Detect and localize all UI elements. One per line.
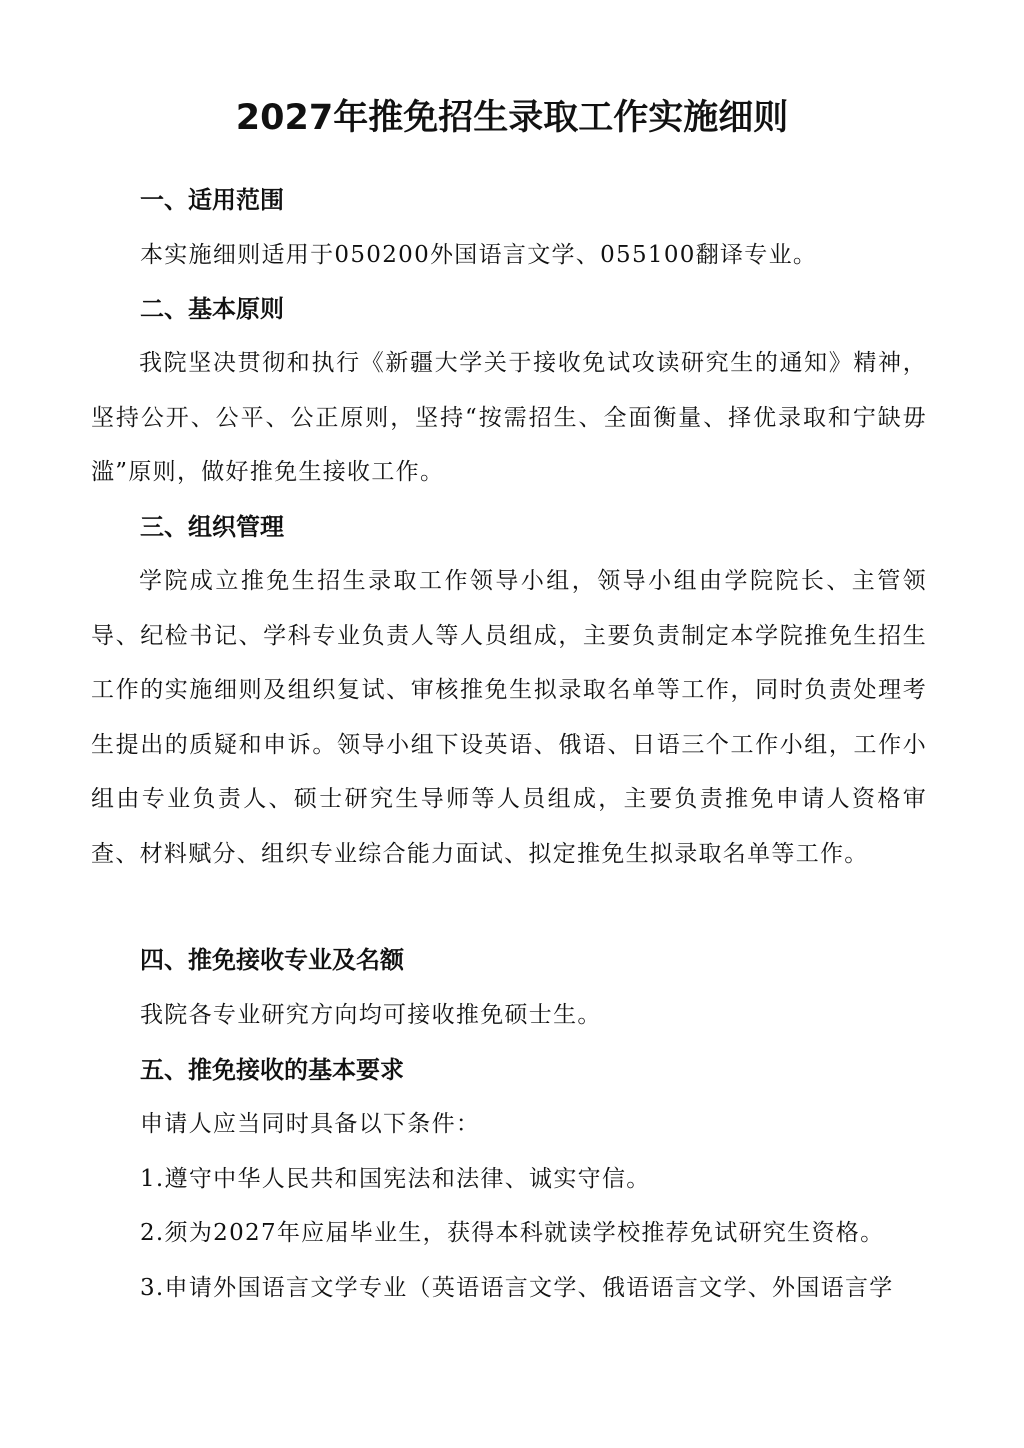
requirement-item: 3.申请外国语言文学专业（英语语言文学、俄语语言文学、外国语言学: [140, 1275, 894, 1301]
requirements-intro: 申请人应当同时具备以下条件：: [140, 1111, 481, 1137]
requirement-item: 1.遵守中华人民共和国宪法和法律、诚实守信。: [140, 1166, 651, 1192]
section-body-organization: 学院成立推免生招生录取工作领导小组，领导小组由学院院长、主管领导、纪检书记、学科专业负责人等人员组成，主要负责制定本学院推免生招生工作的实施细则及组织复试、审核推免生拟录取名单等工作，同时负责处理考生提出的质疑和申诉。领导小组下设英语、俄语、日语三个工作小组，工作小组由专业负责人、硕士研究生导师等人员组成，主要负责推免申请人资格审查、材料赋分、组织专业综合能力面试、拟定推免生拟录取名单等工作。: [91, 568, 927, 867]
section-body-principles: 我院坚决贯彻和执行《新疆大学关于接收免试攻读研究生的通知》精神，坚持公开、公平、公正原则，坚持“按需招生、全面衡量、择优录取和宁缺毋滥”原则，做好推免生接收工作。: [91, 350, 927, 485]
requirement-item: 2.须为2027年应届毕业生，获得本科就读学校推荐免试研究生资格。: [140, 1220, 885, 1246]
document-title: 2027年推免招生录取工作实施细则: [235, 98, 789, 138]
section-heading-scope: 一、适用范围: [140, 186, 284, 214]
section-heading-requirements: 五、推免接收的基本要求: [140, 1056, 404, 1084]
section-heading-principles: 二、基本原则: [140, 295, 284, 323]
section-heading-majors-quota: 四、推免接收专业及名额: [140, 946, 404, 974]
section-body-scope: 本实施细则适用于050200外国语言文学、055100翻译专业。: [140, 242, 818, 268]
section-body-majors-quota: 我院各专业研究方向均可接收推免硕士生。: [140, 1002, 602, 1028]
section-heading-organization: 三、组织管理: [140, 513, 284, 541]
